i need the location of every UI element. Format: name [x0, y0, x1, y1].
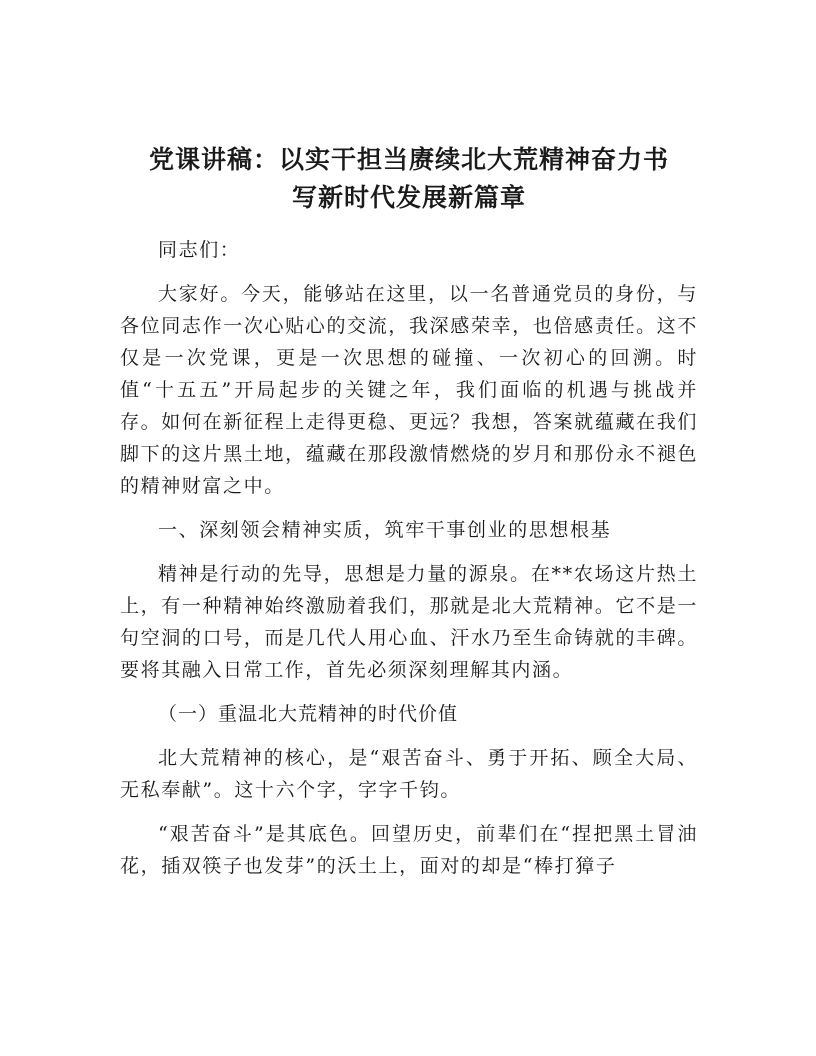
- title-line-2: 写新时代发展新篇章: [291, 183, 526, 212]
- title-line-1: 党课讲稿：以实干担当赓续北大荒精神奋力书: [148, 145, 669, 174]
- salutation: 同志们：: [158, 239, 241, 261]
- document-page: [120, 0, 698, 1056]
- paragraph-core: 北大荒精神的核心，是“艰苦奋斗、勇于开拓、顾全大局、无私奉献”。这十六个字，字字千钧。: [120, 747, 698, 801]
- subsection-heading-1: （一）重温北大荒精神的时代价值: [158, 703, 459, 725]
- paragraph-spirit: 精神是行动的先导，思想是力量的源泉。在**农场这片热土上，有一种精神始终激励着我们，那就是北大荒精神。它不是一句空洞的口号，而是几代人用心血、汗水乃至生命铸就的丰碑。要将其融入日常工作，首先必须深刻理解其内涵。: [120, 563, 698, 681]
- document-title: [120, 141, 698, 217]
- document-body: [120, 234, 698, 894]
- section-heading-1: 一、深刻领会精神实质，筑牢干事创业的思想根基: [158, 519, 612, 541]
- paragraph-hardwork: “艰苦奋斗”是其底色。回望历史，前辈们在“捏把黑土冒油花，插双筷子也发芽”的沃土上，面对的却是“棒打獐子: [120, 823, 698, 877]
- paragraph-opening: 大家好。今天，能够站在这里，以一名普通党员的身份，与各位同志作一次心贴心的交流，我深感荣幸，也倍感责任。这不仅是一次党课，更是一次思想的碰撞、一次初心的回溯。时值“十五五”开局起步的关键之年，我们面临的机遇与挑战并存。如何在新征程上走得更稳、更远？我想，答案就蕴藏在我们脚下的这片黑土地，蕴藏在那段激情燃烧的岁月和那份永不褪色的精神财富之中。: [120, 283, 698, 497]
